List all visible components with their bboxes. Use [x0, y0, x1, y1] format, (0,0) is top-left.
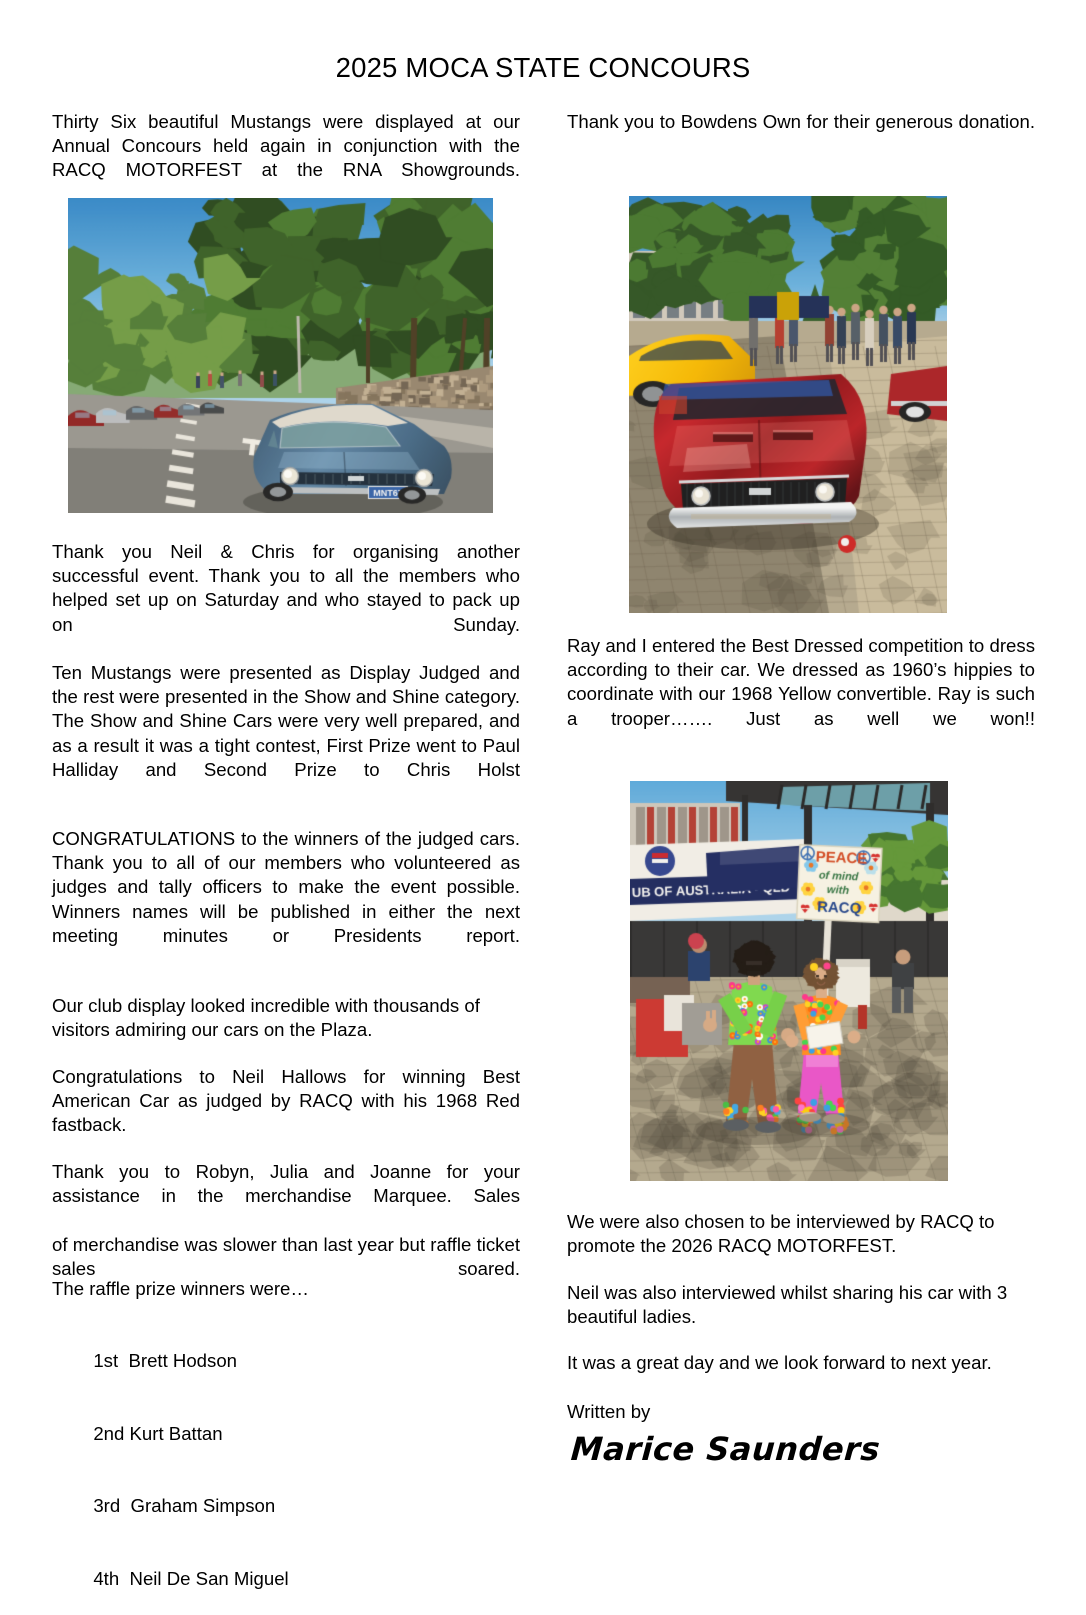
paragraph-merchandise-line1: Thank you to Robyn, Julia and Joanne for your assistance in the merchandise Marquee. Sales [52, 1161, 520, 1207]
winner-name: Brett Hodson [128, 1350, 238, 1372]
list-item [52, 1325, 520, 1398]
written-by-label: Written by [567, 1401, 651, 1422]
list-item [52, 1470, 520, 1543]
paragraph-intro: Thirty Six beautiful Mustangs were displayed at our Annual Concours held again in conjunction with the RACQ MOTORFEST at the RNA Showgrounds. [52, 111, 520, 181]
paragraph-raffle-intro: The raffle prize winners were… [52, 1278, 309, 1299]
paragraph-neil-hallows: Congratulations to Neil Hallows for winning Best American Car as judged by RACQ with his 1968 Red fastback. [52, 1066, 520, 1136]
list-item [52, 1398, 520, 1471]
paragraph-bowdens-thanks: Thank you to Bowdens Own for their generous donation. [567, 111, 1035, 132]
paragraph-neil-interview: Neil was also interviewed whilst sharing his car with 3 beautiful ladies. [567, 1282, 1008, 1328]
photo-hippie-best-dressed [630, 781, 948, 1181]
paragraph-display-judged: Ten Mustangs were presented as Display Judged and the rest were presented in the Show and Shine category. The Show and Shine Cars were very well prepared, and as a result it was a tight contest, First Prize went to Paul Halliday and Second Prize to Chris Holst [52, 662, 520, 780]
winner-name: Kurt Battan [129, 1422, 223, 1444]
raffle-winners-list [52, 1325, 520, 1615]
list-item [52, 1543, 520, 1615]
paragraph-congratulations-judged: CONGRATULATIONS to the winners of the judged cars. Thank you to all of our members who volunteered as judges and tally officers to make the event possible. Winners names will be published in either the next meeting minutes or Presidents report. [52, 828, 520, 946]
winner-place: 3rd [93, 1495, 121, 1517]
photo-blue-mustang-street [68, 198, 493, 513]
author-signature: Marice Saunders [569, 1430, 882, 1469]
paragraph-club-display: Our club display looked incredible with thousands of visitors admiring our cars on the Plaza. [52, 995, 480, 1041]
winner-place: 1st [93, 1350, 119, 1372]
photo-red-mustang-fastback [629, 196, 947, 613]
paragraph-best-dressed: Ray and I entered the Best Dressed competition to dress according to their car. We dressed as 1960’s hippies to coordinate with our 1968 Yellow convertible. Ray is such a trooper……. Just as well we won!! [567, 635, 1035, 729]
paragraph-thanks-organisers: Thank you Neil & Chris for organising another successful event. Thank you to all the members who helped set up on Saturday and who stayed to pack up on Sunday. [52, 541, 520, 635]
winner-place: 4th [93, 1568, 120, 1590]
page-title: 2025 MOCA STATE CONCOURS [335, 52, 751, 83]
paragraph-merchandise-line2: of merchandise was slower than last year but raffle ticket sales soared. [52, 1233, 520, 1279]
winner-place: 2nd [93, 1422, 125, 1444]
signature-block [567, 1400, 1035, 1472]
paragraph-closing: It was a great day and we look forward to next year. [567, 1352, 992, 1373]
winner-name: Neil De San Miguel [129, 1568, 289, 1590]
paragraph-racq-interview: We were also chosen to be interviewed by RACQ to promote the 2026 RACQ MOTORFEST. [567, 1211, 995, 1257]
winner-name: Graham Simpson [130, 1495, 276, 1517]
